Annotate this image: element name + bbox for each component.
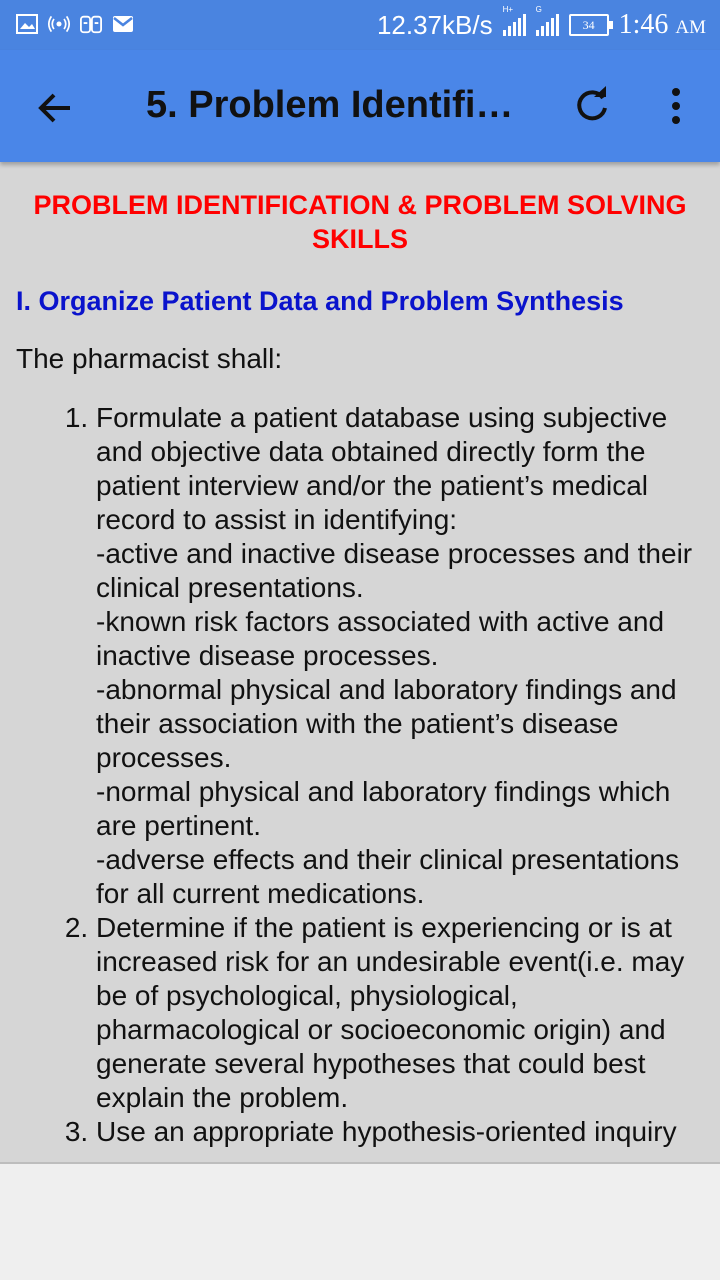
notification-icons <box>16 13 134 35</box>
page-title: 5. Problem Identific... <box>146 84 528 126</box>
refresh-button[interactable] <box>570 84 614 128</box>
list-subitem: -active and inactive disease processes and their clinical presentations. <box>96 538 693 603</box>
article-content[interactable] <box>0 162 720 1162</box>
back-button[interactable] <box>34 86 78 130</box>
clock <box>619 9 706 41</box>
battery-icon <box>569 14 609 36</box>
intro-text: The pharmacist shall: <box>16 343 283 374</box>
list-subitem: -known risk factors associated with active and inactive disease processes. <box>96 606 665 671</box>
list-subitem: -normal physical and laboratory findings which are pertinent. <box>96 776 671 841</box>
list-item <box>96 1115 706 1149</box>
status-indicators <box>376 5 706 42</box>
list-item <box>96 911 706 1115</box>
mail-icon <box>112 13 134 35</box>
list-item <box>96 401 706 911</box>
numbered-list <box>0 401 720 1149</box>
more-vert-icon <box>660 84 692 128</box>
list-subitem: -abnormal physical and laboratory findings and their association with the patient’s disease processes. <box>96 674 677 773</box>
list-item-text: 1. Formulate a patient database using subjective and objective data obtained directly form the patient interview and/or the patient’s medical record to assist in identifying: <box>96 402 668 535</box>
app-toolbar <box>0 50 720 162</box>
back-arrow-icon <box>34 86 78 130</box>
clock-ampm: AM <box>675 17 706 38</box>
sim2-network-label: G <box>535 5 542 14</box>
signal-sim1-icon <box>502 5 526 36</box>
net-speed: 12.37kB/s <box>376 9 493 40</box>
refresh-icon <box>570 84 614 128</box>
list-item-text: 3. Use an appropriate hypothesis-oriented inquiry <box>96 1116 677 1147</box>
signal-sim2-icon <box>535 5 559 36</box>
section-title: I. Organize Patient Data and Problem Synthesis <box>16 286 624 316</box>
bottom-area <box>0 1164 720 1280</box>
battery-level: 34 <box>582 18 595 32</box>
gallery-icon <box>16 13 38 35</box>
list-item-text: 2. Determine if the patient is experiencing or is at increased risk for an undesirable event(i.e. may be of psychological, physiological, pharmacological or socioeconomic origin) and generate several hypotheses that could best explain the problem. <box>96 912 685 1113</box>
clock-time: 1:46 <box>618 9 669 40</box>
sim1-network-label: H+ <box>502 5 514 14</box>
article-heading: PROBLEM IDENTIFICATION & PROBLEM SOLVING SKILLS <box>33 190 687 254</box>
status-bar <box>0 0 720 50</box>
app-notification-icon <box>80 13 102 35</box>
overflow-menu-button[interactable] <box>660 84 692 128</box>
hotspot-icon <box>48 13 70 35</box>
list-subitem: -adverse effects and their clinical presentations for all current medications. <box>96 844 680 909</box>
